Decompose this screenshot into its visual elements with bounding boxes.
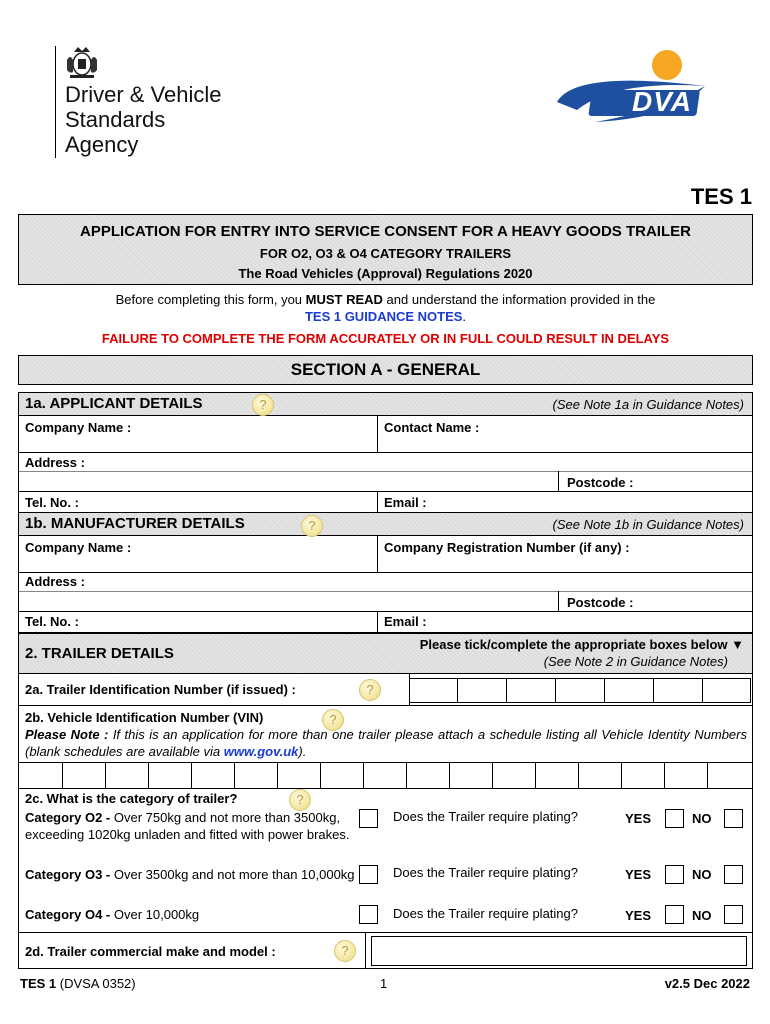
make-model-row xyxy=(18,932,753,969)
title-line-3: The Road Vehicles (Approval) Regulations 2020 xyxy=(238,266,533,281)
o4-yes-label: YES xyxy=(625,908,652,923)
title-block xyxy=(18,214,753,285)
applicant-contact-name-label: Contact Name : xyxy=(384,420,480,435)
category-heading: 2c. What is the category of trailer? xyxy=(25,791,238,806)
applicant-contact-name-field[interactable] xyxy=(504,418,744,448)
manufacturer-postcode-label: Postcode : xyxy=(567,595,634,610)
manufacturer-email-field[interactable] xyxy=(439,613,744,630)
applicant-postcode-field[interactable] xyxy=(649,473,744,490)
manufacturer-company-reg-label: Company Registration Number (if any) : xyxy=(384,540,630,555)
make-model-label: 2d. Trailer commercial make and model : xyxy=(25,944,276,959)
title-line-2: FOR O2, O3 & O4 CATEGORY TRAILERS xyxy=(259,246,512,261)
manufacturer-note: (See Note 1b in Guidance Notes) xyxy=(552,517,744,532)
manufacturer-details xyxy=(18,512,753,633)
o3-no-checkbox[interactable] xyxy=(724,865,743,884)
o2-plating-question: Does the Trailer require plating? xyxy=(393,809,578,824)
vin-input[interactable] xyxy=(19,762,752,789)
help-icon[interactable]: ? xyxy=(252,394,274,416)
guidance-link-line: TES 1 GUIDANCE NOTES. xyxy=(304,309,467,324)
category-o3: Category O3 - Over 3500kg and not more than 10,000kg xyxy=(25,867,355,882)
o2-yes-label: YES xyxy=(625,811,652,826)
applicant-details xyxy=(18,392,753,513)
applicant-tel-label: Tel. No. : xyxy=(25,495,79,510)
help-icon[interactable]: ? xyxy=(322,709,344,731)
failure-warning: FAILURE TO COMPLETE THE FORM ACCURATELY OR IN FULL COULD RESULT IN DELAYS xyxy=(101,331,670,346)
dva-logo-text: DVA xyxy=(631,86,693,117)
manufacturer-tel-label: Tel. No. : xyxy=(25,614,79,629)
applicant-postcode-label: Postcode : xyxy=(567,475,634,490)
o4-no-label: NO xyxy=(692,908,712,923)
tin-label: 2a. Trailer Identification Number (if issued) : xyxy=(25,682,296,697)
intro-text: Before completing this form, you MUST READ and understand the information provided in the xyxy=(115,292,656,307)
o3-no-label: NO xyxy=(692,867,712,882)
gov-uk-link[interactable]: www.gov.uk xyxy=(223,744,299,759)
dva-logo xyxy=(555,40,725,130)
o4-no-checkbox[interactable] xyxy=(724,905,743,924)
help-icon[interactable]: ? xyxy=(301,515,323,537)
o2-no-label: NO xyxy=(692,811,712,826)
guidance-notes-link[interactable]: TES 1 GUIDANCE NOTES xyxy=(304,309,463,324)
logo-line-1: Driver & Vehicle xyxy=(65,82,222,107)
category-o4: Category O4 - Over 10,000kg xyxy=(25,907,200,922)
vin-note: Please Note : If this is an application for more than one trailer please attach a schedule listing all Vehicle Identity Numbers (blank schedules are available via www.gov.uk). xyxy=(25,727,747,759)
tin-row xyxy=(18,673,753,706)
o2-yes-checkbox[interactable] xyxy=(665,809,684,828)
help-icon[interactable]: ? xyxy=(359,679,381,701)
manufacturer-postcode-field[interactable] xyxy=(649,593,744,610)
help-icon[interactable]: ? xyxy=(289,789,311,811)
trailer-instruction: Please tick/complete the appropriate boxes below ▼ xyxy=(419,637,744,652)
manufacturer-tel-field[interactable] xyxy=(99,613,369,630)
o3-yes-label: YES xyxy=(625,867,652,882)
applicant-address-field[interactable] xyxy=(99,454,739,489)
category-o2: Category O2 - Over 750kg and not more than 3500kg, exceeding 1020kg unladen and fitted with power brakes. xyxy=(25,810,350,842)
dvsa-logo xyxy=(55,44,255,164)
manufacturer-address-field[interactable] xyxy=(99,574,739,609)
section-a-title: SECTION A - GENERAL xyxy=(290,360,481,379)
manufacturer-company-name-field[interactable] xyxy=(159,538,369,568)
title-line-1: APPLICATION FOR ENTRY INTO SERVICE CONSENT FOR A HEAVY GOODS TRAILER xyxy=(80,223,691,240)
applicant-company-name-field[interactable] xyxy=(159,418,369,448)
o2-no-checkbox[interactable] xyxy=(724,809,743,828)
o3-plating-question: Does the Trailer require plating? xyxy=(393,865,578,880)
trailer-note: (See Note 2 in Guidance Notes) xyxy=(543,654,728,669)
royal-crest-icon xyxy=(64,44,100,80)
category-o4-checkbox[interactable] xyxy=(359,905,378,924)
trailer-details-header xyxy=(18,633,753,674)
vin-section xyxy=(18,705,753,789)
applicant-company-name-label: Company Name : xyxy=(25,420,132,435)
applicant-tel-field[interactable] xyxy=(99,493,369,510)
manufacturer-heading: 1b. MANUFACTURER DETAILS xyxy=(25,515,245,532)
manufacturer-email-label: Email : xyxy=(384,614,427,629)
o3-yes-checkbox[interactable] xyxy=(665,865,684,884)
manufacturer-company-reg-field[interactable] xyxy=(384,556,744,570)
category-o3-checkbox[interactable] xyxy=(359,865,378,884)
o4-yes-checkbox[interactable] xyxy=(665,905,684,924)
applicant-email-field[interactable] xyxy=(439,493,744,510)
vin-label: 2b. Vehicle Identification Number (VIN) xyxy=(25,710,264,725)
section-a-header xyxy=(18,355,753,385)
form-code: TES 1 xyxy=(690,184,752,209)
category-section xyxy=(18,788,753,933)
make-model-input[interactable] xyxy=(371,936,747,966)
logo-line-3: Agency xyxy=(65,132,139,157)
manufacturer-address-label: Address : xyxy=(25,574,85,589)
o4-plating-question: Does the Trailer require plating? xyxy=(393,906,578,921)
logo-line-2: Standards xyxy=(65,107,166,132)
manufacturer-company-name-label: Company Name : xyxy=(25,540,132,555)
applicant-note: (See Note 1a in Guidance Notes) xyxy=(552,397,744,412)
footer-page-number: 1 xyxy=(380,976,388,991)
applicant-address-label: Address : xyxy=(25,455,85,470)
applicant-email-label: Email : xyxy=(384,495,427,510)
help-icon[interactable]: ? xyxy=(334,940,356,962)
footer-form-ref: TES 1 (DVSA 0352) xyxy=(20,976,136,991)
category-o2-checkbox[interactable] xyxy=(359,809,378,828)
applicant-heading: 1a. APPLICANT DETAILS xyxy=(25,395,203,412)
tin-input[interactable] xyxy=(409,678,751,703)
trailer-heading: 2. TRAILER DETAILS xyxy=(25,645,174,662)
footer-version: v2.5 Dec 2022 xyxy=(664,976,750,991)
